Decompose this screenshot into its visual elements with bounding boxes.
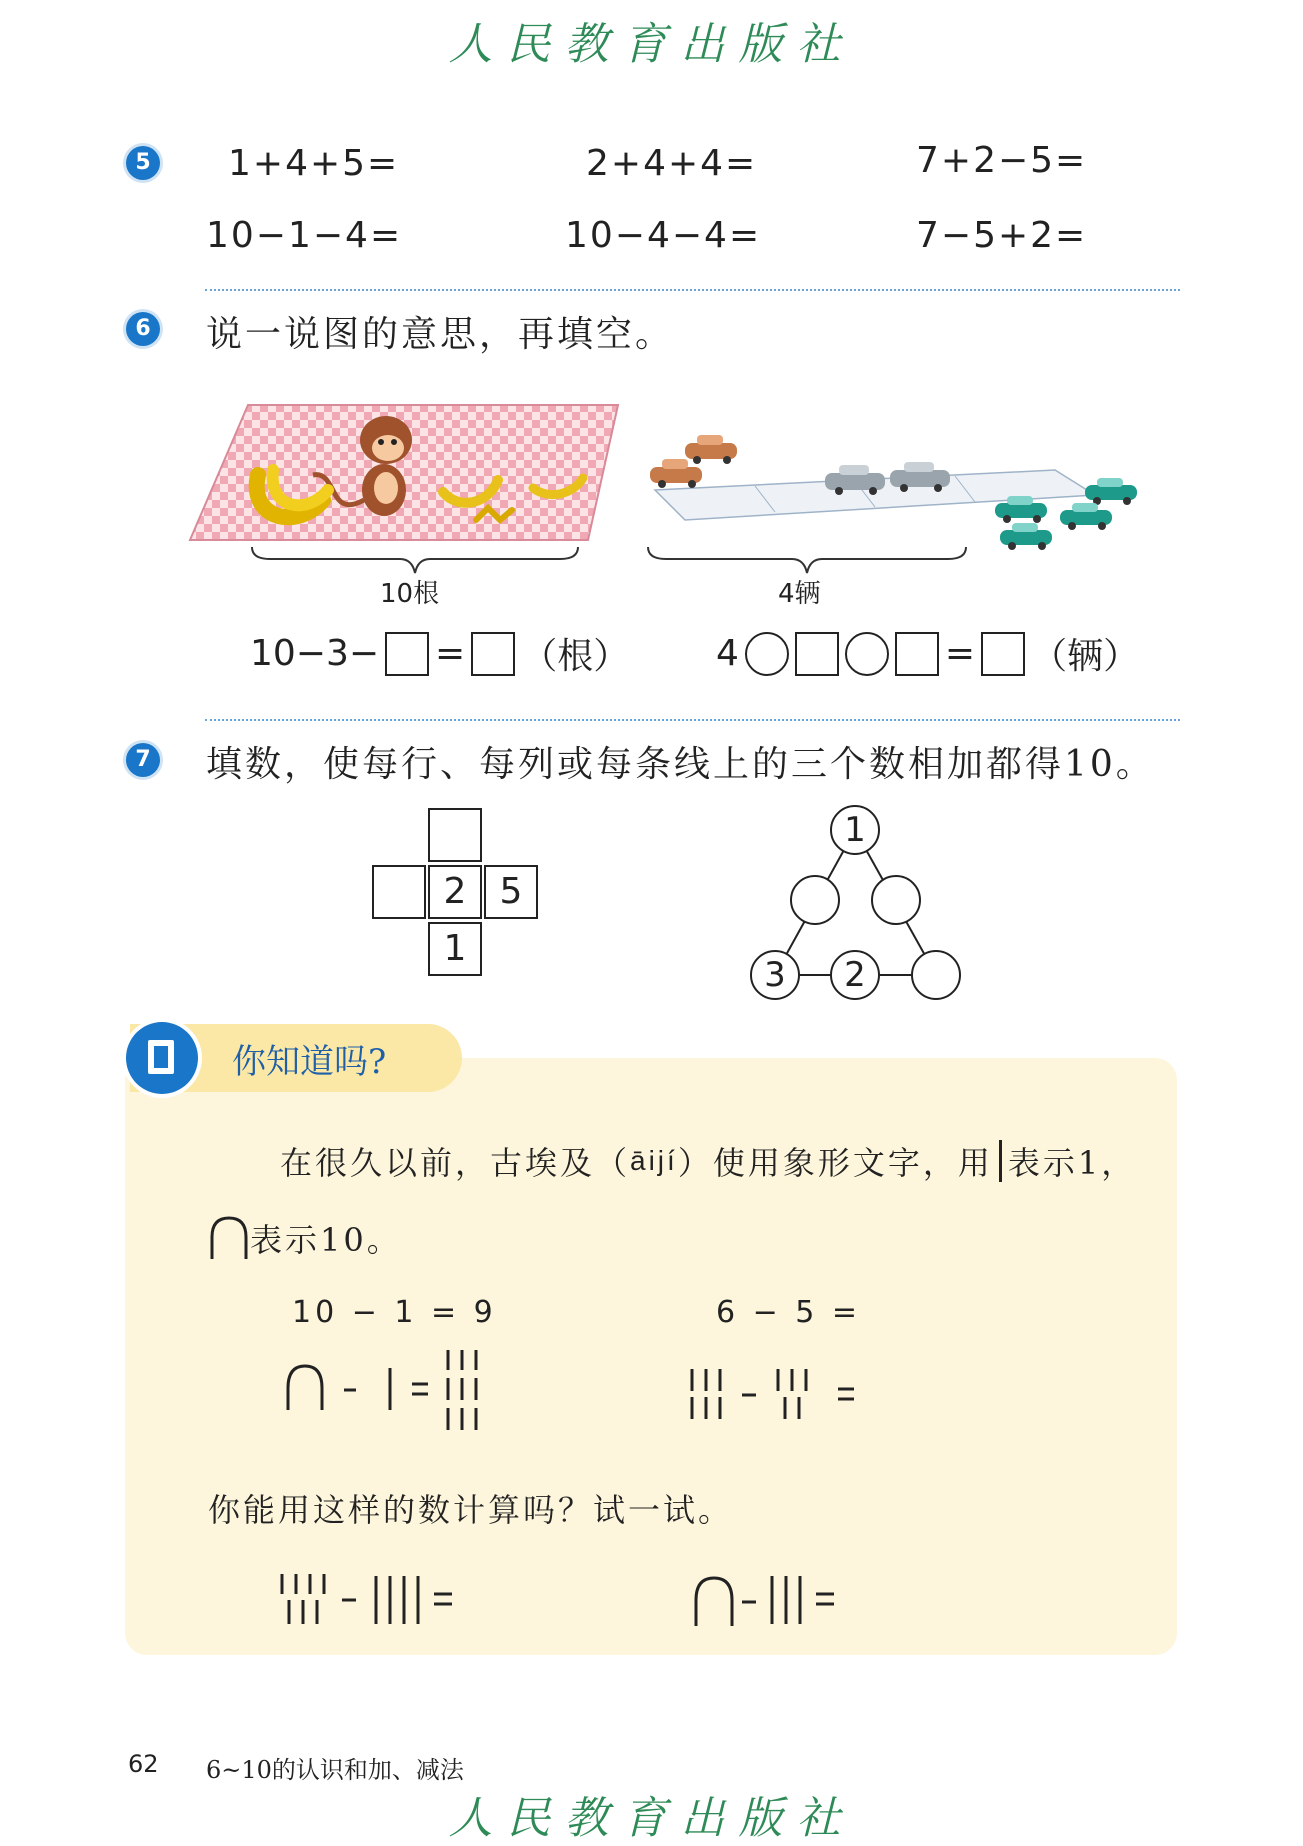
- equation: 2+4+4=: [586, 143, 758, 184]
- divider: [205, 289, 1180, 291]
- hieroglyph-equation-1: [280, 1348, 500, 1438]
- pinyin-text: āijí: [630, 1145, 678, 1176]
- hieroglyph-one-icon: [999, 1140, 1002, 1182]
- hieroglyph-equation-2: [686, 1365, 876, 1425]
- brace-left: [250, 545, 580, 575]
- grid-cell-top[interactable]: [428, 808, 482, 862]
- fill-equation-bananas: [250, 628, 629, 679]
- car-icon: [685, 435, 737, 464]
- brace-right-label: 4辆: [778, 579, 821, 609]
- equation: 10−1−4=: [206, 215, 403, 256]
- brace-left-label: 10根: [380, 579, 440, 609]
- answer-box[interactable]: [981, 632, 1025, 676]
- equation: 7+2−5=: [916, 140, 1088, 181]
- page-number: 62: [128, 1750, 159, 1778]
- unit-label: （根）: [521, 636, 630, 677]
- problem-6-instruction: 说一说图的意思，再填空。: [206, 314, 675, 355]
- equation: 10−4−4=: [565, 215, 762, 256]
- try-question: 你能用这样的数计算吗？试一试。: [208, 1491, 734, 1529]
- did-you-know-title: 你知道吗?: [232, 1042, 387, 1082]
- operator-circle[interactable]: [745, 632, 789, 676]
- equation-text: 10−3−: [250, 633, 380, 674]
- grid-cell-center: 2: [428, 865, 482, 919]
- equals-sign: =: [435, 633, 466, 674]
- problem-7-badge: 7: [126, 743, 160, 777]
- hieroglyph-intro-line2: [208, 1215, 402, 1261]
- publisher-footer: 人民教育出版社: [448, 1793, 855, 1844]
- unit-label: （辆）: [1031, 636, 1140, 677]
- car-icon: [1060, 503, 1112, 530]
- grid-cell-left[interactable]: [372, 865, 426, 919]
- problem-6-badge: 6: [126, 312, 160, 346]
- car-icon: [1000, 523, 1052, 550]
- publisher-header: 人民教育出版社: [448, 19, 855, 70]
- answer-box[interactable]: [895, 632, 939, 676]
- problem-7-instruction: 填数，使每行、每列或每条线上的三个数相加都得10。: [206, 744, 1155, 785]
- grid-cell-right: 5: [484, 865, 538, 919]
- example-equation-2: 6 − 5 =: [716, 1295, 862, 1330]
- hieroglyph-practice-2: [690, 1570, 860, 1630]
- hieroglyph-ten-icon: [208, 1215, 250, 1261]
- brace-right: [646, 545, 968, 575]
- problem-5-badge: 5: [126, 146, 160, 180]
- hieroglyph-practice-1: [276, 1570, 466, 1630]
- triangle-node-right-mid[interactable]: [871, 875, 921, 925]
- operator-circle[interactable]: [845, 632, 889, 676]
- text-segment: ）使用象形文字，用: [677, 1144, 993, 1182]
- text-segment: 在很久以前，古埃及（: [280, 1144, 631, 1182]
- divider: [205, 719, 1180, 721]
- text-segment: 表示10。: [250, 1221, 402, 1259]
- chapter-title: 6~10的认识和加、减法: [206, 1756, 464, 1784]
- parking-illustration: [645, 425, 1165, 555]
- hieroglyph-intro-line1: [280, 1138, 1136, 1184]
- triangle-node-bottom-left: 3: [750, 950, 800, 1000]
- equation-text: 4: [716, 633, 739, 674]
- equals-sign: =: [944, 633, 976, 674]
- text-segment: 表示1，: [1007, 1144, 1137, 1182]
- book-icon: [126, 1022, 198, 1094]
- answer-box[interactable]: [471, 632, 515, 676]
- triangle-node-bottom-right[interactable]: [911, 950, 961, 1000]
- equation: 7−5+2=: [916, 215, 1088, 256]
- grid-cell-bottom: 1: [428, 922, 482, 976]
- answer-box[interactable]: [795, 632, 839, 676]
- picnic-illustration: [188, 380, 628, 550]
- fill-equation-cars: [716, 628, 1139, 679]
- triangle-node-bottom-middle: 2: [830, 950, 880, 1000]
- car-icon: [1085, 478, 1137, 505]
- example-equation-1: 10 − 1 = 9: [292, 1295, 497, 1330]
- car-icon: [650, 459, 702, 488]
- answer-box[interactable]: [385, 632, 429, 676]
- triangle-node-left-mid[interactable]: [790, 875, 840, 925]
- equation: 1+4+5=: [228, 143, 400, 184]
- triangle-node-top: 1: [830, 805, 880, 855]
